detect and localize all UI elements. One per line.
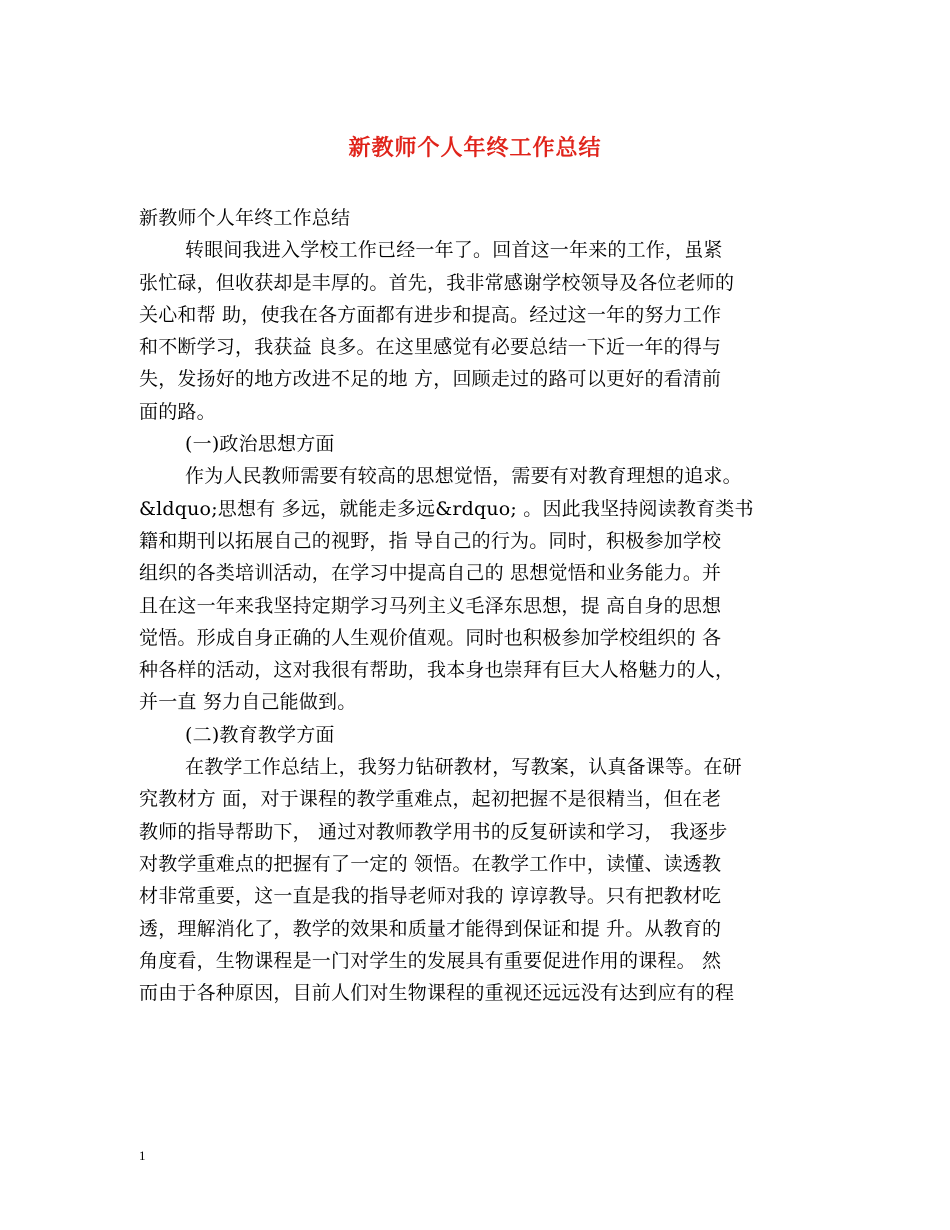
page-title: 新教师个人年终工作总结: [348, 135, 602, 161]
text-line: 组织的各类培训活动，在学习中提高自己的 思想觉悟和业务能力。并: [139, 562, 722, 585]
text-line: 籍和期刊以拓展自己的视野，指 导自己的行为。同时，积极参加学校: [139, 529, 722, 552]
text-line: 作为人民教师需要有较高的思想觉悟，需要有对教育理想的追求。: [185, 465, 742, 488]
text-line: 种各样的活动，这对我很有帮助，我本身也崇拜有巨大人格魅力的人，: [139, 659, 735, 682]
text-line: 并一直 努力自己能做到。: [139, 691, 357, 714]
text-line: 在教学工作总结上，我努力钻研教材，写教案，认真备课等。在研: [185, 756, 742, 779]
text-line: 材非常重要，这一直是我的指导老师对我的 谆谆教导。只有把教材吃: [139, 885, 722, 908]
text-line: (一)政治思想方面: [185, 433, 335, 456]
text-line: 关心和帮 助，使我在各方面都有进步和提高。经过这一年的努力工作: [139, 303, 722, 326]
text-line: &ldquo;思想有 多远，就能走多远&rdquo; 。因此我坚持阅读教育类书: [139, 497, 754, 520]
text-line: 对教学重难点的把握有了一定的 领悟。在教学工作中，读懂、读透教: [139, 852, 722, 875]
text-line: 而由于各种原因，目前人们对生物课程的重视还远远没有达到应有的程: [139, 982, 735, 1005]
text-line: 且在这一年来我坚持定期学习马列主义毛泽东思想，提 高自身的思想: [139, 594, 722, 617]
text-line: 面的路。: [139, 400, 216, 423]
text-line: 失，发扬好的地方改进不足的地 方，回顾走过的路可以更好的看清前: [139, 368, 722, 391]
text-line: (二)教育教学方面: [185, 723, 335, 746]
text-line: 透，理解消化了，教学的效果和质量才能得到保证和提 升。从教育的: [139, 917, 722, 940]
text-line: 新教师个人年终工作总结: [139, 207, 351, 229]
text-line: 和不断学习，我获益 良多。在这里感觉有必要总结一下近一年的得与: [139, 336, 722, 359]
text-line: 觉悟。形成自身正确的人生观价值观。同时也积极参加学校组织的 各: [139, 626, 722, 649]
text-line: 究教材方 面，对于课程的教学重难点，起初把握不是很精当，但在老: [139, 788, 722, 811]
document-body: [139, 202, 815, 1009]
text-line: 角度看，生物课程是一门对学生的发展具有重要促进作用的课程。 然: [139, 949, 722, 972]
page-number: 1: [139, 1148, 146, 1163]
text-line: 转眼间我进入学校工作已经一年了。回首这一年来的工作，虽紧: [185, 239, 723, 262]
text-line: 教师的指导帮助下， 通过对教师教学用书的反复研读和学习， 我逐步: [139, 820, 728, 843]
text-line: 张忙碌，但收获却是丰厚的。首先，我非常感谢学校领导及各位老师的: [139, 271, 735, 294]
